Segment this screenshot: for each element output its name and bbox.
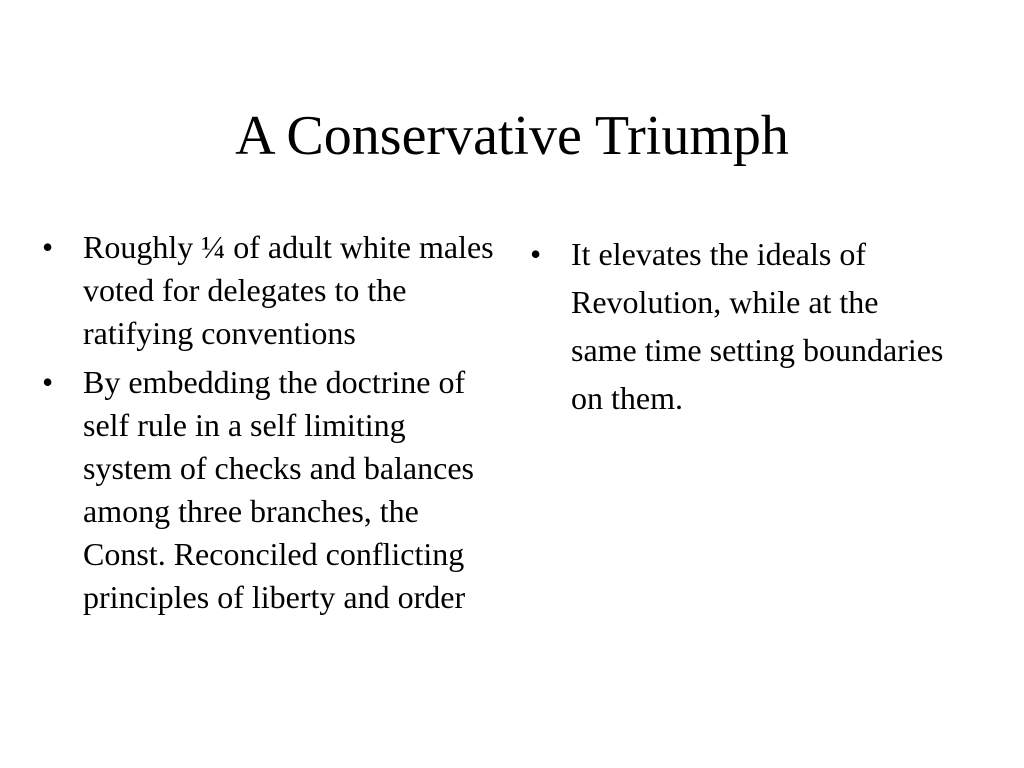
bullet-icon: • [530, 236, 542, 272]
bullet-item [40, 361, 500, 619]
bullet-icon: • [42, 229, 54, 265]
bullet-text: By embedding the doctrine of self rule in a self limiting system of checks and balances among three branches, the Const. Reconciled conflicting principles of liberty and order [83, 364, 474, 615]
bullet-text: Roughly ¼ of adult white males voted for delegates to the ratifying conventions [83, 229, 494, 351]
bullet-item [528, 230, 948, 422]
left-bullet-list [40, 226, 500, 625]
slide-title: A Conservative Triumph [235, 105, 789, 167]
bullet-icon: • [42, 364, 54, 400]
right-bullet-list [528, 230, 948, 428]
bullet-text: It elevates the ideals of Revolution, while at the same time setting boundaries on them. [571, 236, 944, 416]
bullet-item [40, 226, 500, 355]
